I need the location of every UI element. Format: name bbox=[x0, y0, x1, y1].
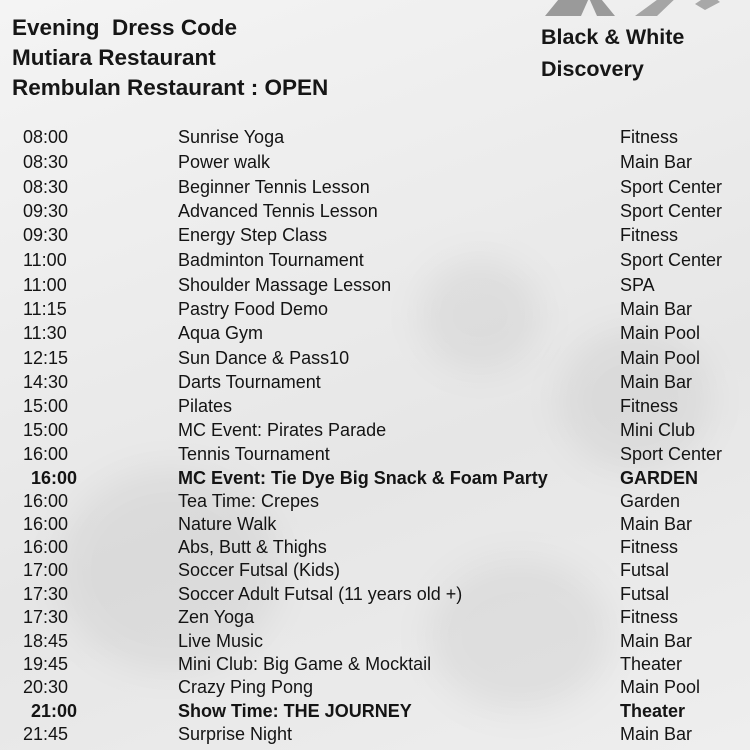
schedule-row bbox=[0, 199, 750, 223]
activity-cell: Mini Club: Big Game & Mocktail bbox=[178, 654, 432, 674]
activity-cell: Sunrise Yoga bbox=[178, 127, 285, 147]
activity-cell: Power walk bbox=[178, 152, 271, 172]
schedule-row bbox=[0, 418, 750, 442]
schedule-row bbox=[0, 466, 750, 490]
activity-cell: Beginner Tennis Lesson bbox=[178, 177, 370, 197]
schedule-row bbox=[0, 722, 750, 746]
activity-cell: Sun Dance & Pass10 bbox=[178, 348, 350, 368]
schedule-row bbox=[0, 512, 750, 536]
activity-cell: Live Music bbox=[178, 631, 264, 651]
time-cell: 21:45 bbox=[23, 724, 69, 744]
activity-cell: Pilates bbox=[178, 396, 233, 416]
schedule-row bbox=[0, 321, 750, 345]
activity-cell: Tea Time: Crepes bbox=[178, 491, 320, 511]
time-cell: 11:30 bbox=[23, 323, 67, 343]
time-cell: 08:00 bbox=[23, 127, 69, 147]
time-cell: 15:00 bbox=[23, 396, 69, 416]
schedule-row bbox=[0, 394, 750, 418]
schedule-row bbox=[0, 489, 750, 513]
schedule-row bbox=[0, 150, 750, 174]
schedule-row bbox=[0, 558, 750, 582]
logo-graphic bbox=[545, 0, 725, 16]
location-cell: Main Pool bbox=[620, 677, 701, 697]
time-cell: 11:15 bbox=[23, 299, 67, 319]
schedule-row bbox=[0, 346, 750, 370]
location-cell: Sport Center bbox=[620, 201, 723, 221]
time-cell: 11:00 bbox=[23, 250, 67, 270]
header-line-dress-code: Evening Dress Code bbox=[12, 15, 238, 40]
activity-cell: Nature Walk bbox=[178, 514, 277, 534]
location-cell: Main Pool bbox=[620, 323, 701, 343]
location-cell: Fitness bbox=[620, 396, 679, 416]
schedule-row bbox=[0, 442, 750, 466]
time-cell: 17:30 bbox=[23, 584, 69, 604]
location-cell: Main Bar bbox=[620, 299, 693, 319]
activity-cell: Tennis Tournament bbox=[178, 444, 330, 464]
location-cell: Sport Center bbox=[620, 250, 723, 270]
time-cell: 20:30 bbox=[23, 677, 69, 697]
time-cell: 09:30 bbox=[23, 201, 69, 221]
location-cell: Main Bar bbox=[620, 514, 693, 534]
theme-line-2: Discovery bbox=[541, 57, 644, 81]
location-cell: SPA bbox=[620, 275, 655, 295]
header-line-restaurant-2: Rembulan Restaurant : OPEN bbox=[12, 75, 329, 100]
time-cell: 15:00 bbox=[23, 420, 69, 440]
schedule-row bbox=[0, 223, 750, 247]
time-cell: 08:30 bbox=[23, 152, 69, 172]
time-cell: 16:00 bbox=[23, 537, 69, 557]
activity-cell: Advanced Tennis Lesson bbox=[178, 201, 378, 221]
schedule-row bbox=[0, 370, 750, 394]
activity-cell: Darts Tournament bbox=[178, 372, 321, 392]
activity-cell: Shoulder Massage Lesson bbox=[178, 275, 392, 295]
location-cell: Fitness bbox=[620, 607, 679, 627]
activity-cell: Badminton Tournament bbox=[178, 250, 364, 270]
time-cell: 16:00 bbox=[23, 491, 69, 511]
schedule-row bbox=[0, 675, 750, 699]
location-cell: Futsal bbox=[620, 584, 670, 604]
location-cell: Mini Club bbox=[620, 420, 696, 440]
location-cell: Sport Center bbox=[620, 177, 723, 197]
time-cell: 09:30 bbox=[23, 225, 69, 245]
activity-cell: Pastry Food Demo bbox=[178, 299, 329, 319]
schedule-row bbox=[0, 699, 750, 723]
location-cell: Main Pool bbox=[620, 348, 701, 368]
time-cell: 16:00 bbox=[23, 444, 69, 464]
time-cell: 12:15 bbox=[23, 348, 69, 368]
activity-cell: Surprise Night bbox=[178, 724, 293, 744]
schedule-row bbox=[0, 629, 750, 653]
location-cell: Sport Center bbox=[620, 444, 723, 464]
activity-cell: Soccer Futsal (Kids) bbox=[178, 560, 341, 580]
schedule-row bbox=[0, 175, 750, 199]
location-cell: Main Bar bbox=[620, 372, 693, 392]
location-cell: Fitness bbox=[620, 127, 679, 147]
location-cell: Fitness bbox=[620, 225, 679, 245]
location-cell: Main Bar bbox=[620, 152, 693, 172]
time-cell: 18:45 bbox=[23, 631, 69, 651]
location-cell: Main Bar bbox=[620, 631, 693, 651]
schedule-row bbox=[0, 125, 750, 149]
activity-cell: Energy Step Class bbox=[178, 225, 328, 245]
time-cell: 19:45 bbox=[23, 654, 69, 674]
time-cell: 16:00 bbox=[31, 468, 78, 488]
schedule-row bbox=[0, 535, 750, 559]
time-cell: 17:00 bbox=[23, 560, 69, 580]
location-cell: Futsal bbox=[620, 560, 670, 580]
dress-code-header bbox=[12, 13, 328, 103]
location-cell: Theater bbox=[620, 701, 686, 721]
schedule-row bbox=[0, 297, 750, 321]
time-cell: 08:30 bbox=[23, 177, 69, 197]
schedule-row bbox=[0, 652, 750, 676]
activity-cell: Soccer Adult Futsal (11 years old +) bbox=[178, 584, 463, 604]
time-cell: 17:30 bbox=[23, 607, 69, 627]
activity-cell: Aqua Gym bbox=[178, 323, 264, 343]
time-cell: 16:00 bbox=[23, 514, 69, 534]
location-cell: Theater bbox=[620, 654, 683, 674]
theme-header bbox=[541, 21, 684, 85]
location-cell: Fitness bbox=[620, 537, 679, 557]
schedule-row bbox=[0, 273, 750, 297]
location-cell: Garden bbox=[620, 491, 681, 511]
activity-cell: Abs, Butt & Thighs bbox=[178, 537, 327, 557]
activity-cell: Show Time: THE JOURNEY bbox=[178, 701, 412, 721]
schedule-row bbox=[0, 605, 750, 629]
location-cell: GARDEN bbox=[620, 468, 699, 488]
location-cell: Main Bar bbox=[620, 724, 693, 744]
schedule-row bbox=[0, 248, 750, 272]
activity-cell: MC Event: Tie Dye Big Snack & Foam Party bbox=[178, 468, 548, 488]
schedule-row bbox=[0, 582, 750, 606]
time-cell: 21:00 bbox=[31, 701, 78, 721]
time-cell: 14:30 bbox=[23, 372, 69, 392]
activity-cell: Zen Yoga bbox=[178, 607, 255, 627]
time-cell: 11:00 bbox=[23, 275, 67, 295]
theme-line-1: Black & White bbox=[541, 25, 685, 49]
activity-cell: MC Event: Pirates Parade bbox=[178, 420, 387, 440]
header-line-restaurant-1: Mutiara Restaurant bbox=[12, 45, 216, 70]
activity-cell: Crazy Ping Pong bbox=[178, 677, 314, 697]
